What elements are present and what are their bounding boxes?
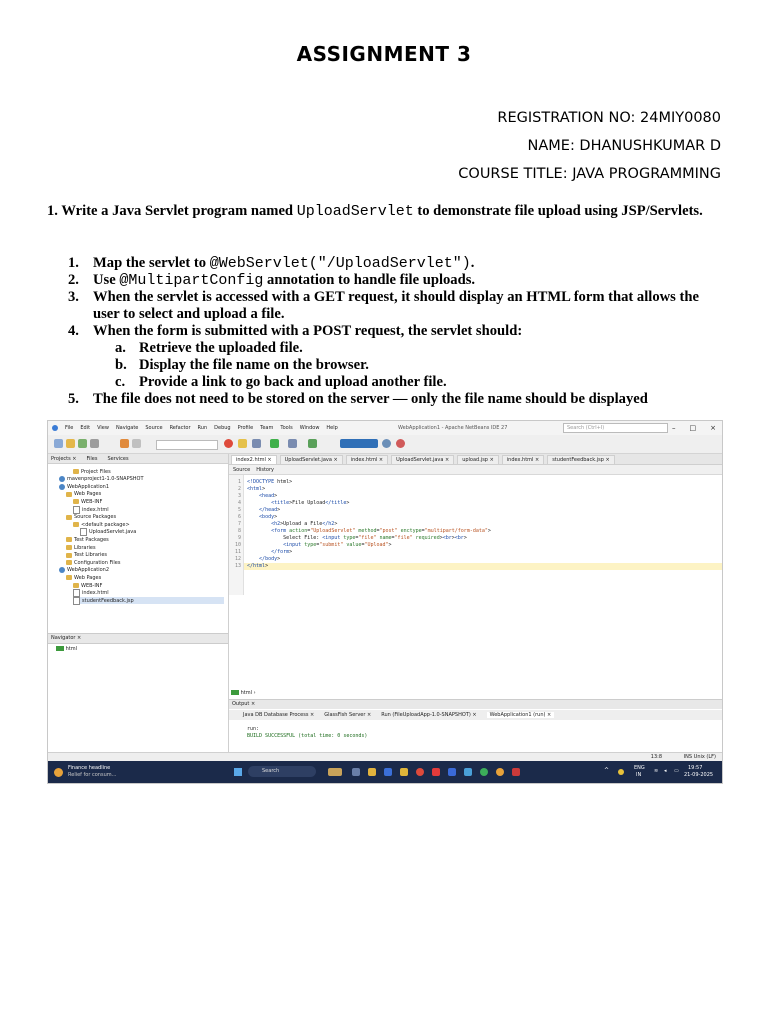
linkedin-icon[interactable] <box>448 768 456 776</box>
task-view-icon[interactable] <box>352 768 360 776</box>
tree-item-label: WebApplication1 <box>67 483 110 490</box>
code-line: <!DOCTYPE html> <box>247 479 293 485</box>
list-text: When the servlet is accessed with a GET request, it should display an HTML form that allows the user to select and upload a file. <box>93 289 699 322</box>
folder-icon <box>73 469 79 474</box>
question-prefix: 1. Write a Java Servlet program named <box>47 203 297 219</box>
ide-screenshot <box>47 420 723 784</box>
tree-item[interactable] <box>66 491 101 498</box>
insert-mode: INS Unix (LF) <box>683 754 716 760</box>
status-bar <box>48 752 722 761</box>
line-number: 4 <box>237 500 241 506</box>
folder-icon <box>66 575 72 580</box>
menu-profile[interactable]: Profile <box>237 425 254 431</box>
cursor-position: 13:8 <box>650 754 662 760</box>
line-number: 2 <box>237 486 241 492</box>
undo-icon[interactable] <box>120 439 129 448</box>
editor-tab[interactable]: index.html × <box>346 455 388 464</box>
folder-icon <box>66 492 72 497</box>
editor-tab[interactable]: UploadServlet.java × <box>280 455 343 464</box>
line-number: 5 <box>237 507 241 513</box>
project-tree <box>48 464 228 624</box>
navigator-item[interactable] <box>56 646 77 652</box>
line-number: 6 <box>237 514 241 520</box>
window-title: WebApplication1 - Apache NetBeans IDE 27 <box>398 425 508 431</box>
tree-item-label: Libraries <box>74 544 96 551</box>
list-number: 2. <box>68 272 79 288</box>
files-icon[interactable] <box>400 768 408 776</box>
close-icon[interactable]: × <box>710 424 716 432</box>
code-line: <title>File Upload</title> <box>271 500 350 506</box>
list-item <box>47 255 727 272</box>
memory-badge <box>340 439 378 448</box>
chrome-icon[interactable] <box>416 768 424 776</box>
menu-debug[interactable]: Debug <box>214 425 231 431</box>
netbeans-logo-icon <box>52 425 58 431</box>
sub-list-text: Display the file name on the browser. <box>139 357 369 373</box>
project-icon <box>59 484 65 490</box>
question-suffix: to demonstrate file upload using JSP/Servlets. <box>413 203 703 219</box>
tree-item[interactable] <box>73 468 111 475</box>
course-title: COURSE TITLE: JAVA PROGRAMMING <box>458 166 721 182</box>
menu-bar <box>48 421 722 435</box>
wifi-icon[interactable]: ≋ <box>654 768 659 774</box>
chrome-alt-icon[interactable] <box>496 768 504 776</box>
list-code: @MultipartConfig <box>119 272 264 289</box>
folder-icon <box>66 545 72 550</box>
youtube-icon[interactable] <box>432 768 440 776</box>
document-title: ASSIGNMENT 3 <box>296 42 472 66</box>
profile-icon[interactable] <box>308 439 317 448</box>
stop-icon[interactable] <box>396 439 405 448</box>
clock-date: 21-09-2025 <box>684 772 714 778</box>
news-headline[interactable]: Finance headline <box>68 765 111 771</box>
tree-item[interactable] <box>66 559 120 566</box>
registration-number: REGISTRATION NO: 24MIY0080 <box>497 110 721 126</box>
clock-time[interactable]: 19:57 <box>688 765 703 771</box>
requirements-list <box>47 255 727 408</box>
sub-list-item <box>47 374 727 391</box>
tree-item-label: index.html <box>82 506 109 513</box>
app-icon[interactable] <box>512 768 520 776</box>
line-number: 11 <box>234 549 241 555</box>
line-number: 12 <box>234 556 241 562</box>
explorer-icon[interactable] <box>368 768 376 776</box>
sub-list-item <box>47 340 727 357</box>
code-line: <head> <box>259 493 278 499</box>
folder-icon <box>73 499 79 504</box>
sub-list-letter: c. <box>115 374 126 390</box>
student-name: NAME: DHANUSHKUMAR D <box>527 138 721 154</box>
tree-item-label: UploadServlet.java <box>89 529 137 536</box>
debug-icon[interactable] <box>288 439 297 448</box>
list-number: 5. <box>68 391 79 407</box>
region-indicator: IN <box>636 772 642 778</box>
projects-panel <box>48 454 229 761</box>
language-indicator[interactable]: ENG <box>634 765 645 771</box>
whatsapp-icon[interactable] <box>480 768 488 776</box>
output-tabs <box>229 710 722 720</box>
save-all-icon[interactable] <box>90 439 99 448</box>
code-line: </html> <box>247 563 269 569</box>
code-line: <html> <box>247 486 266 492</box>
sub-list-text: Retrieve the uploaded file. <box>139 340 303 356</box>
toolbar <box>48 435 722 454</box>
list-item <box>47 391 727 408</box>
output-line-2: BUILD SUCCESSFUL (total time: 0 seconds) <box>247 733 368 739</box>
list-text: Use <box>93 272 120 288</box>
folder-icon <box>73 583 79 588</box>
output-line-1: run: <box>247 726 260 732</box>
tree-item-label: Source Packages <box>74 514 117 521</box>
tree-item[interactable] <box>59 567 109 574</box>
project-icon <box>59 567 65 573</box>
battery-icon[interactable]: ▭ <box>674 768 679 774</box>
line-number: 8 <box>237 528 241 534</box>
menu-help[interactable]: Help <box>326 425 338 431</box>
panel-tabs <box>48 454 228 464</box>
folder-icon <box>73 522 79 527</box>
tree-item-label: Test Libraries <box>74 552 108 559</box>
menu-source[interactable]: Source <box>145 425 163 431</box>
list-text-after: . <box>470 255 475 271</box>
tree-item-label: Web Pages <box>74 574 102 581</box>
output-tab[interactable]: Java DB Database Process × <box>243 712 315 718</box>
clean-build-icon[interactable] <box>252 439 261 448</box>
menu-run[interactable]: Run <box>197 425 208 431</box>
tree-item-label: WebApplication2 <box>67 567 110 574</box>
menu-tools[interactable]: Tools <box>280 425 293 431</box>
menu-view[interactable]: View <box>97 425 109 431</box>
editor-area <box>229 454 722 761</box>
line-number: 9 <box>237 535 241 541</box>
current-line-highlight <box>244 563 722 570</box>
browser-icon[interactable] <box>224 439 233 448</box>
line-number: 1 <box>237 479 241 485</box>
list-text-after: annotation to handle file uploads. <box>263 272 476 288</box>
tree-item-label: Project Files <box>81 468 111 475</box>
tree-item[interactable] <box>73 597 224 604</box>
tree-item[interactable] <box>59 476 144 483</box>
tree-item-label: studentFeedback.jsp <box>82 597 134 604</box>
source-tab-source[interactable]: Source <box>233 466 251 473</box>
tree-item[interactable] <box>66 536 109 543</box>
edge-icon[interactable] <box>464 768 472 776</box>
widget-icon[interactable] <box>328 768 342 776</box>
menu-edit[interactable]: Edit <box>80 425 91 431</box>
output-tab[interactable]: Run (FileUploadApp-1.0-SNAPSHOT) × <box>381 712 477 718</box>
line-number: 13 <box>234 563 241 569</box>
taskbar-search[interactable] <box>248 766 316 777</box>
list-item <box>47 323 727 340</box>
line-number: 10 <box>234 542 241 548</box>
editor-tab[interactable]: upload.jsp × <box>457 455 499 464</box>
open-project-icon[interactable] <box>66 439 75 448</box>
source-tab-history[interactable]: History <box>256 466 274 473</box>
tree-item-label: index.html <box>82 590 109 597</box>
doc-icon <box>73 506 80 514</box>
save-icon[interactable] <box>78 439 87 448</box>
list-text: The file does not need to be stored on the server — only the file name should be displayed <box>93 391 648 407</box>
search-input[interactable]: Search (Ctrl+I) <box>563 423 668 433</box>
tree-item[interactable] <box>73 506 109 513</box>
code-line: <body> <box>259 514 278 520</box>
tray-app-icon[interactable] <box>618 769 624 775</box>
list-item <box>47 272 727 289</box>
source-toolbar <box>229 465 722 475</box>
line-number: 3 <box>237 493 241 499</box>
editor-tab[interactable]: UploadServlet.java × <box>391 455 454 464</box>
tree-item[interactable] <box>73 582 102 589</box>
menu-file[interactable]: File <box>65 425 74 431</box>
gc-icon[interactable] <box>382 439 391 448</box>
tray-chevron-icon[interactable]: ^ <box>604 767 610 774</box>
panel-tab[interactable]: Files <box>86 455 98 462</box>
tree-item-label: WEB-INF <box>81 582 103 589</box>
output-tab[interactable]: WebApplication1 (run) × <box>487 712 555 718</box>
output-header[interactable]: Output × <box>229 699 722 709</box>
list-number: 4. <box>68 323 79 339</box>
code-line: <h2>Upload a File</h2> <box>271 521 338 527</box>
code-line: </head> <box>259 507 281 513</box>
project-icon <box>59 476 65 482</box>
code-line: Select File: <input type="file" name="file" required><br><br> <box>247 535 467 541</box>
editor-tab[interactable]: index2.html × <box>231 455 277 464</box>
window-controls <box>672 424 716 432</box>
tree-item-label: Test Packages <box>74 536 109 543</box>
new-project-icon[interactable] <box>54 439 63 448</box>
menu-team[interactable]: Team <box>260 425 274 431</box>
tree-item[interactable] <box>73 521 130 528</box>
config-select[interactable] <box>156 440 218 450</box>
list-item <box>47 289 727 323</box>
folder-icon <box>66 553 72 558</box>
sub-list-item <box>47 357 727 374</box>
folder-icon <box>66 515 72 520</box>
windows-start-icon[interactable] <box>234 768 242 776</box>
tree-item[interactable] <box>59 483 109 490</box>
tree-item-label: Web Pages <box>74 491 102 498</box>
windows-taskbar <box>48 761 722 783</box>
tree-item[interactable] <box>66 514 116 521</box>
weather-icon[interactable] <box>54 768 63 777</box>
code-line: </form> <box>271 549 293 555</box>
list-number: 3. <box>68 289 79 305</box>
doc-icon <box>73 597 80 605</box>
menu-navigate[interactable]: Navigate <box>115 425 139 431</box>
sub-list-text: Provide a link to go back and upload another file. <box>139 374 447 390</box>
tree-item[interactable] <box>80 529 136 536</box>
menu-window[interactable]: Window <box>299 425 320 431</box>
tree-item[interactable] <box>73 498 102 505</box>
tree-item[interactable] <box>66 552 107 559</box>
tree-item[interactable] <box>66 544 96 551</box>
sub-list-letter: b. <box>115 357 127 373</box>
code-line: </body> <box>259 556 281 562</box>
breadcrumb: html › <box>231 690 256 696</box>
question-code: UploadServlet <box>296 203 414 220</box>
panel-tab[interactable]: Services <box>107 455 129 462</box>
editor-tab[interactable]: index.html × <box>502 455 544 464</box>
tree-item-label: <default package> <box>81 521 130 528</box>
output-tab[interactable]: GlassFish Server × <box>324 712 372 718</box>
sub-list-letter: a. <box>115 340 126 356</box>
folder-icon <box>66 560 72 565</box>
list-text: Map the servlet to <box>93 255 210 271</box>
line-number: 7 <box>237 521 241 527</box>
editor-tabs <box>229 454 722 465</box>
panel-tab[interactable]: Projects × <box>51 455 77 462</box>
build-icon[interactable] <box>238 439 247 448</box>
maximize-icon[interactable]: □ <box>689 424 697 432</box>
editor-tab[interactable]: studentFeedback.jsp × <box>547 455 614 464</box>
list-number: 1. <box>68 255 79 271</box>
breadcrumb-label: html <box>240 690 252 696</box>
tree-item-label: mavenproject1-1.0-SNAPSHOT <box>67 476 144 483</box>
list-text: When the form is submitted with a POST request, the servlet should: <box>93 323 523 339</box>
doc-icon <box>80 528 87 536</box>
redo-icon[interactable] <box>132 439 141 448</box>
news-subline: Relief for consum... <box>68 772 117 778</box>
list-code: @WebServlet("/UploadServlet") <box>209 255 471 272</box>
volume-icon[interactable]: ◂ <box>664 768 667 774</box>
tree-item-label: Configuration Files <box>74 559 121 566</box>
navigator-item-label: html <box>65 646 77 652</box>
tree-item[interactable] <box>73 590 109 597</box>
folder-icon <box>66 537 72 542</box>
navigator-header[interactable]: Navigator × <box>48 633 228 644</box>
question <box>47 202 727 221</box>
code-line: <input type="submit" value="Upload"> <box>283 542 392 548</box>
menu-refactor[interactable]: Refactor <box>169 425 191 431</box>
store-icon[interactable] <box>384 768 392 776</box>
code-line: <form action="UploadServlet" method="post" enctype="multipart/form-data"> <box>271 528 491 534</box>
tree-item-label: WEB-INF <box>81 498 103 505</box>
taskbar-search-label: Search <box>262 768 280 774</box>
run-icon[interactable] <box>270 439 279 448</box>
minimize-icon[interactable]: – <box>672 424 676 432</box>
tree-item[interactable] <box>66 574 101 581</box>
